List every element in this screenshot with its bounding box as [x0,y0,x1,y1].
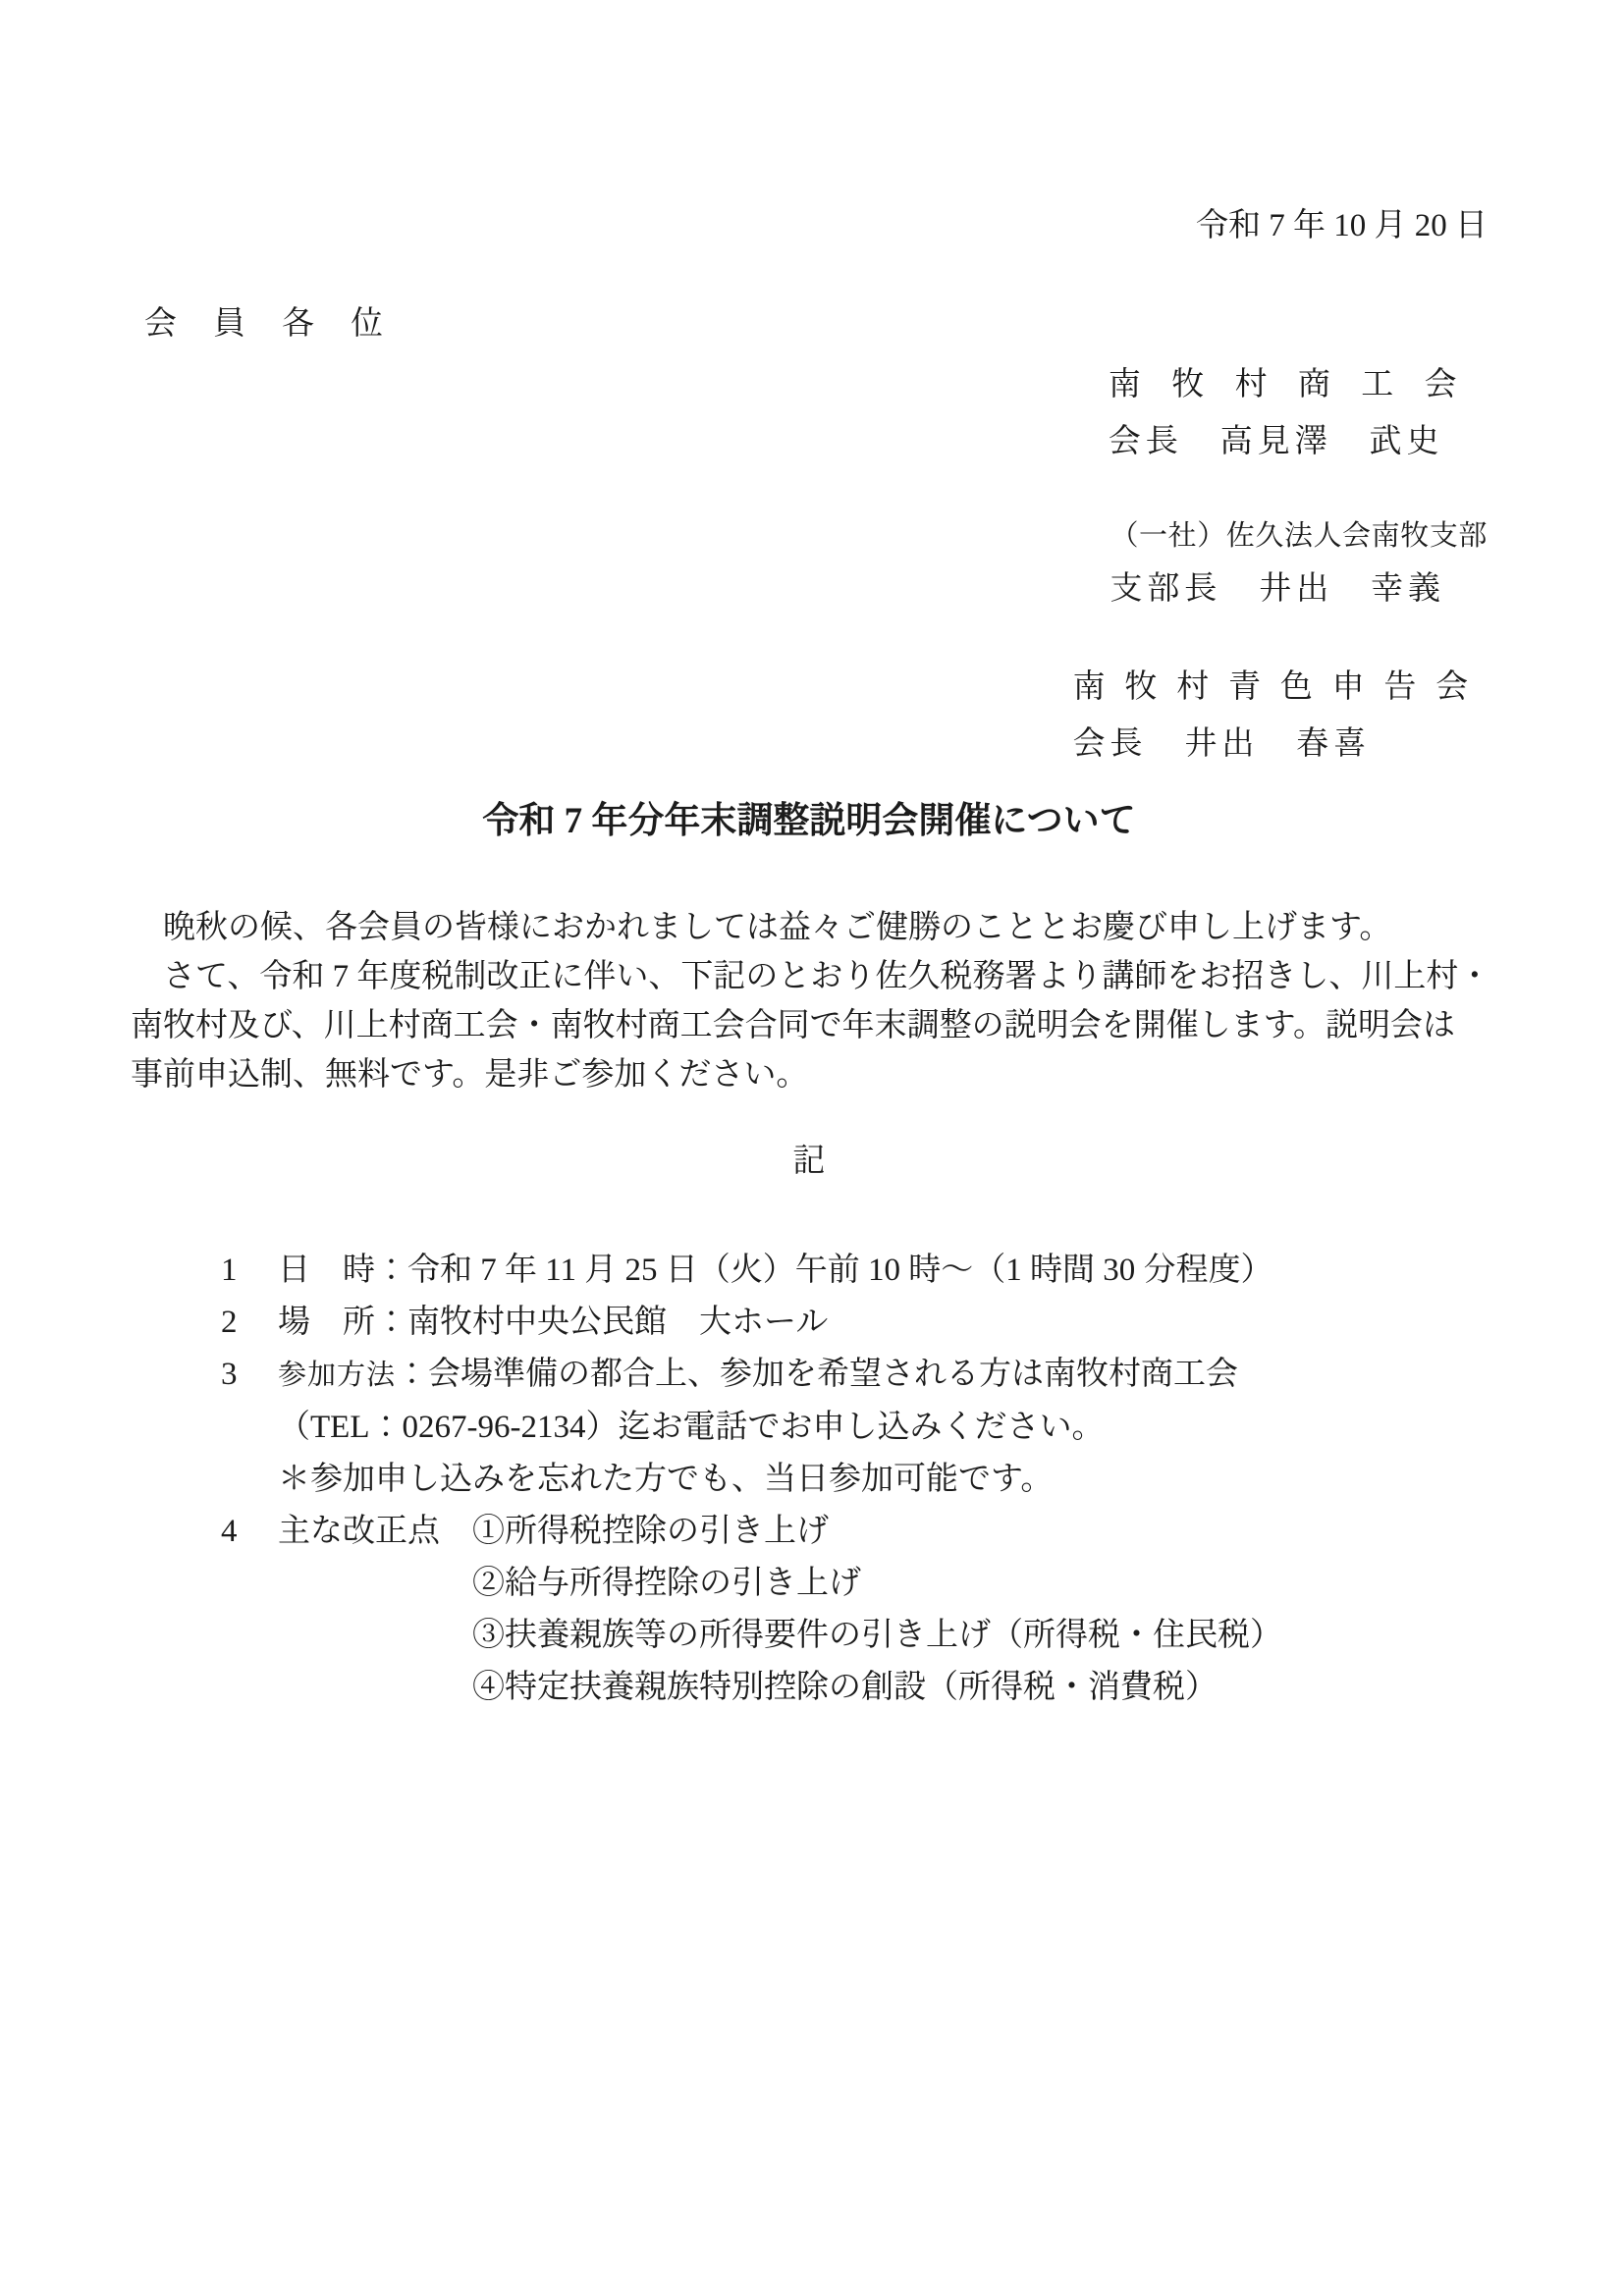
continuation-line-tel: （TEL：0267-96-2134）迄お電話でお申し込みください。 [278,1410,1105,1445]
body-line: 晩秋の候、各会員の皆様におかれましては益々ご健勝のこととお慶び申し上げます。 [131,910,1392,945]
revision-point-3: ③扶養親族等の所得要件の引き上げ（所得税・住民税） [472,1618,1282,1653]
signature-blocks [131,356,1488,773]
signatory-org: 南牧村青色申告会 [1072,669,1488,705]
item-text: ：南牧村中央公民館 大ホール [375,1305,829,1340]
item-label: 日 時 [278,1253,375,1288]
revision-point-4: ④特定扶養親族特別控除の創設（所得税・消費税） [472,1670,1218,1705]
item-label: 場 所 [278,1305,375,1340]
item-text: ①所得税控除の引き上げ [440,1514,829,1549]
body-line: さて、令和 7 年度税制改正に伴い、下記のとおり佐久税務署より講師をお招きし、川上村・ [131,959,1491,994]
document-title: 令和 7 年分年末調整説明会開催について [482,801,1136,841]
item-label: 主な改正点 [278,1514,440,1549]
document-date: 令和 7 年 10 月 20 日 [1196,208,1488,243]
signatory-name: 会長 高見澤 武史 [1108,424,1444,459]
signatory-name: 会長 井出 春喜 [1072,726,1372,762]
list-item-how-to-join [131,1349,1488,1402]
list-item-datetime [131,1245,1488,1297]
signature-block-hojinkai [131,511,1488,617]
item-number: 4 [221,1514,238,1549]
item-text: ：令和 7 年 11 月 25 日（火）午前 10 時～（1 時間 30 分程度） [375,1253,1273,1288]
list-item-place [131,1297,1488,1349]
signature-block-aoiro [131,659,1488,773]
item-number: 1 [221,1253,238,1288]
notice-list [131,1245,1488,1714]
body-line: 事前申込制、無料です。是非ご参加ください。 [131,1057,809,1093]
signatory-org: （一社）佐久法人会南牧支部 [1110,520,1488,552]
revision-point-2: ②給与所得控除の引き上げ [472,1566,861,1601]
continuation-line-note: ＊参加申し込みを忘れた方でも、当日参加可能です。 [278,1462,1054,1497]
item-text: ：会場準備の都合上、参加を希望される方は南牧村商工会 [396,1357,1239,1392]
record-marker: 記 [792,1144,826,1179]
body-line: 南牧村及び、川上村商工会・南牧村商工会合同で年末調整の説明会を開催します。説明会は [131,1008,1456,1043]
item-number: 2 [221,1305,238,1340]
item-label: 参加方法 [278,1360,397,1391]
list-item-main-revisions [131,1506,1488,1558]
signature-block-shokokai [131,356,1488,470]
item-number: 3 [221,1357,238,1392]
addressee: 会 員 各 位 [144,306,385,342]
signatory-org: 南牧村商工会 [1108,367,1488,402]
greeting-paragraphs [131,903,1491,1099]
signatory-name: 支部長 井出 幸義 [1110,571,1446,607]
